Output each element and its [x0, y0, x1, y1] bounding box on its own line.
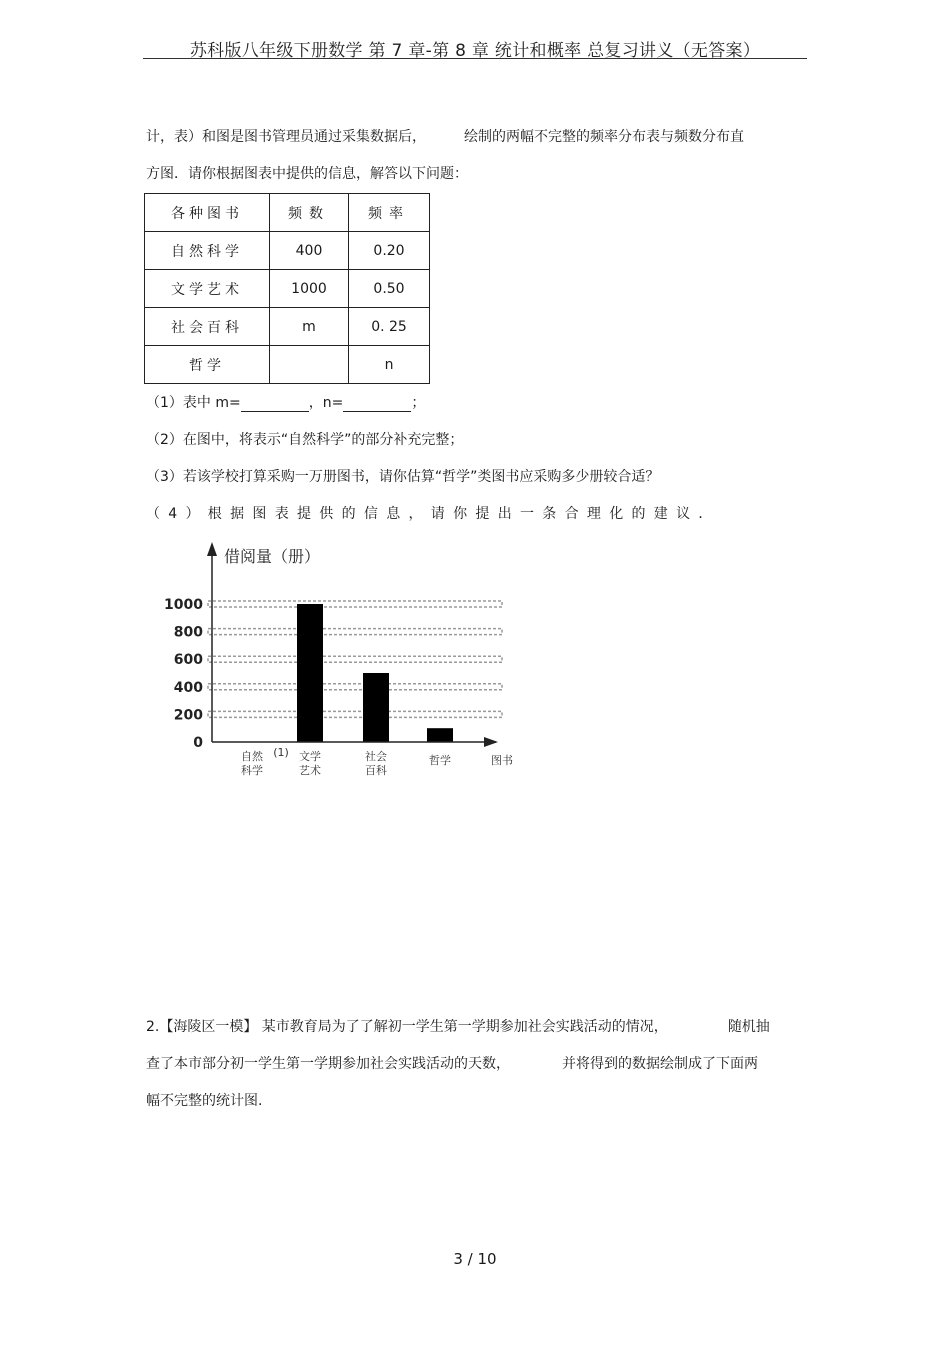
- bar: [427, 728, 453, 742]
- intro-line-1-part-b: 绘制的两幅不完整的频率分布表与频数分布直: [464, 129, 744, 145]
- table-cell: 0.50: [349, 270, 430, 308]
- chart-annotation: (1): [273, 746, 289, 759]
- y-tick-label: 400: [173, 679, 203, 696]
- gridline: [208, 656, 502, 662]
- table-cell: 哲学: [145, 346, 270, 384]
- table-row: [145, 346, 430, 384]
- question-1-end: ；: [411, 395, 426, 411]
- y-tick-label: 1000: [164, 597, 203, 613]
- answer-blank-m: [241, 397, 309, 412]
- y-axis-arrow-icon: [207, 542, 217, 556]
- x-tick-label: 哲学: [429, 754, 451, 767]
- question-1-sep: ，n=: [308, 395, 344, 411]
- intro-line-1: [146, 126, 744, 146]
- x-axis-arrow-icon: [484, 737, 498, 747]
- question-1-text: （1）表中 m=: [146, 395, 241, 411]
- problem-2-line-2: [146, 1053, 758, 1073]
- gridline: [208, 711, 502, 717]
- table-header-cell: 各种图书: [145, 194, 270, 232]
- table-cell: 自然科学: [145, 232, 270, 270]
- x-tick-label: 自然: [241, 750, 263, 763]
- chart-grid: [208, 601, 502, 717]
- page-header: 苏科版八年级下册数学 第 7 章-第 8 章 统计和概率 总复习讲义（无答案）: [189, 41, 761, 61]
- gridline: [208, 629, 502, 635]
- y-tick-label: 200: [173, 707, 203, 724]
- intro-line-2: 方图．请你根据图表中提供的信息，解答以下问题：: [146, 166, 468, 182]
- problem-2-line-3: 幅不完整的统计图.: [146, 1093, 263, 1109]
- x-tick-label: 百科: [365, 764, 387, 777]
- intro-line-1-part-a: 计，表）和图是图书管理员通过采集数据后，: [146, 129, 426, 145]
- table-header-cell: 频数: [270, 194, 349, 232]
- chart-axes: [207, 542, 498, 747]
- table-cell: 0.20: [349, 232, 430, 270]
- problem-2-line-1-b: 随机抽: [727, 1019, 770, 1035]
- question-3: （3）若该学校打算采购一万册图书，请你估算“哲学”类图书应采购多少册较合适？: [146, 469, 660, 485]
- bar-chart: [150, 534, 530, 779]
- y-tick-label: 0: [193, 735, 203, 751]
- x-tick-label: 文学: [299, 750, 321, 763]
- question-4: （4）根据图表提供的信息，请你提出一条合理化的建议．: [146, 506, 721, 522]
- y-tick-label: 800: [173, 624, 203, 641]
- table-row: [145, 308, 430, 346]
- table-row: [145, 232, 430, 270]
- problem-2-line-1-a: 2.【海陵区一模】 某市教育局为了了解初一学生第一学期参加社会实践活动的情况，: [146, 1019, 668, 1035]
- answer-blank-n: [343, 397, 411, 412]
- question-2: （2）在图中，将表示“自然科学”的部分补充完整；: [146, 432, 464, 448]
- bar: [363, 673, 389, 742]
- table-cell: 社会百科: [145, 308, 270, 346]
- x-tick-label: 社会: [365, 750, 387, 763]
- table-row: [145, 270, 430, 308]
- x-tick-label: 艺术: [299, 764, 321, 777]
- gridline: [208, 684, 502, 690]
- table-cell: 1000: [270, 270, 349, 308]
- x-axis-title: 图书: [491, 754, 513, 767]
- question-1: [146, 392, 425, 412]
- problem-2-line-2-a: 查了本市部分初一学生第一学期参加社会实践活动的天数，: [146, 1056, 510, 1072]
- problem-2-line-1: [146, 1016, 770, 1036]
- table-cell: 0. 25: [349, 308, 430, 346]
- header-rule: [143, 58, 807, 59]
- table-cell: m: [270, 308, 349, 346]
- x-tick-label: 科学: [241, 764, 263, 777]
- bar: [297, 604, 323, 742]
- table-header-row: [145, 194, 430, 232]
- table-cell: 400: [270, 232, 349, 270]
- problem-2-line-2-b: 并将得到的数据绘制成了下面两: [562, 1056, 758, 1072]
- table-cell: 文学艺术: [145, 270, 270, 308]
- table-cell: n: [349, 346, 430, 384]
- chart-bars: [297, 604, 453, 742]
- gridline: [208, 601, 502, 607]
- table-header-cell: 频率: [349, 194, 430, 232]
- y-axis-title: 借阅量（册）: [224, 547, 321, 566]
- page-number: 3 / 10: [453, 1250, 497, 1268]
- y-tick-label: 600: [173, 652, 203, 669]
- table-cell: [270, 346, 349, 384]
- frequency-table: [144, 193, 430, 384]
